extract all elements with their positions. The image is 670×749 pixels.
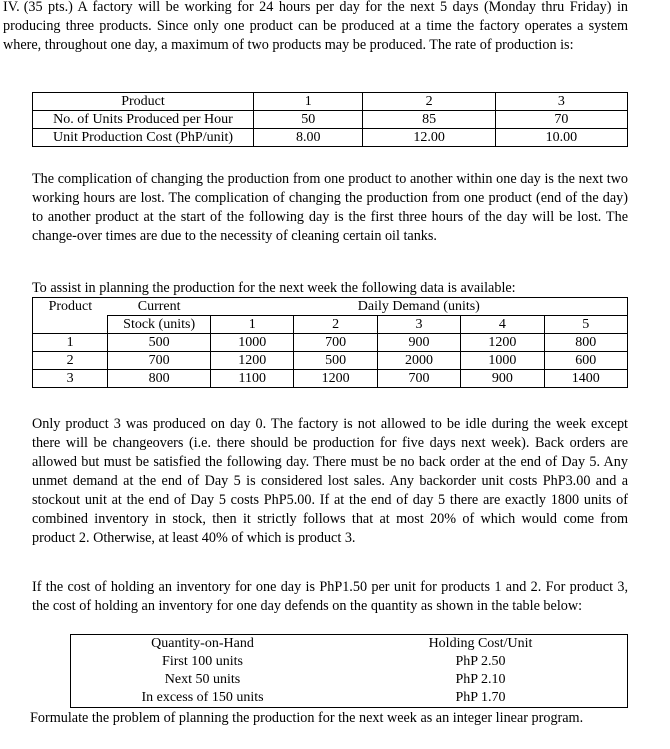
- production-rate-label: No. of Units Produced per Hour: [33, 111, 254, 129]
- demand-col-daily: Daily Demand (units): [211, 298, 628, 316]
- holding-paragraph: If the cost of holding an inventory for one day is PhP1.50 per unit for products 1 and 2. For product 3, the cost of holding an inventory for one day defends on the quantity as shown in the table below:: [32, 579, 628, 614]
- demand-value: 700: [294, 334, 377, 352]
- demand-value: 600: [544, 352, 627, 370]
- holding-row: [71, 671, 628, 689]
- demand-day-label: 4: [461, 316, 544, 334]
- holding-cost: PhP 1.70: [334, 689, 628, 708]
- production-rate-value: 50: [254, 111, 363, 129]
- production-rate-value: 85: [363, 111, 495, 129]
- demand-row-product-2: [33, 352, 628, 370]
- demand-value: 1200: [294, 370, 377, 388]
- holding-header-row: [71, 635, 628, 654]
- production-header-row: [33, 93, 628, 111]
- demand-stock: 500: [108, 334, 211, 352]
- production-rate-row: [33, 111, 628, 129]
- holding-row: [71, 653, 628, 671]
- production-header-label: Product: [33, 93, 254, 111]
- holding-cost: PhP 2.10: [334, 671, 628, 689]
- production-cost-label: Unit Production Cost (PhP/unit): [33, 129, 254, 147]
- holding-cost-table: [70, 634, 628, 708]
- demand-product-id: 1: [33, 334, 108, 352]
- demand-blank-cell: [33, 316, 108, 334]
- rules-paragraph: Only product 3 was produced on day 0. The factory is not allowed to be idle during the week except there will be changeovers (i.e. there should be production for five days next week). Back orders are allowed but must be satisfied the following day. There must be no back order at the end of Day 5. Any unmet demand at the end of Day 5 is considered lost sales. Any backorder unit costs PhP3.00 and a stockout unit at the end of Day 5 costs PhP5.00. If at the end of day 5 there are exactly 1800 units of combined inventory in stock, then it strictly follows that at most 20% of which would come from product 2. Otherwise, at least 40% of which is product 3.: [32, 416, 628, 546]
- demand-value: 1000: [211, 334, 294, 352]
- holding-header-cost: Holding Cost/Unit: [334, 635, 628, 654]
- intro-text: (35 pts.) A factory will be working for 24 hours per day for the next 5 days (Monday thru Friday) in producing three products. Since only one product can be produced at a time the factory operates a system where, throughout one day, a maximum of two products may be produced. The rate of production is:: [3, 0, 628, 53]
- demand-value: 800: [544, 334, 627, 352]
- demand-value: 1200: [461, 334, 544, 352]
- production-header-product-1: 1: [254, 93, 363, 111]
- production-cost-value: 8.00: [254, 129, 363, 147]
- production-cost-row: [33, 129, 628, 147]
- demand-day-label: 3: [377, 316, 460, 334]
- demand-value: 1000: [461, 352, 544, 370]
- demand-value: 1400: [544, 370, 627, 388]
- demand-product-id: 2: [33, 352, 108, 370]
- holding-qty: First 100 units: [71, 653, 335, 671]
- changeover-paragraph: The complication of changing the production from one product to another within one day is the next two working hours are lost. The complication of changing the production from one product (end of the day) to another product at the start of the following day is the first three hours of the day will be lost. The change-over times are due to the necessity of cleaning certain oil tanks.: [32, 171, 628, 244]
- holding-header-qty: Quantity-on-Hand: [71, 635, 335, 654]
- demand-stock: 700: [108, 352, 211, 370]
- production-cost-value: 12.00: [363, 129, 495, 147]
- demand-value: 900: [461, 370, 544, 388]
- holding-cost: PhP 2.50: [334, 653, 628, 671]
- problem-intro: [3, 0, 628, 55]
- demand-product-id: 3: [33, 370, 108, 388]
- demand-value: 1200: [211, 352, 294, 370]
- demand-value: 1100: [211, 370, 294, 388]
- demand-value: 700: [377, 370, 460, 388]
- demand-header-row: [33, 298, 628, 316]
- demand-col-stock: Stock (units): [108, 316, 211, 334]
- demand-value: 2000: [377, 352, 460, 370]
- demand-value: 900: [377, 334, 460, 352]
- demand-day-label: 2: [294, 316, 377, 334]
- demand-table: [32, 297, 628, 388]
- holding-qty: Next 50 units: [71, 671, 335, 689]
- holding-row: [71, 689, 628, 708]
- production-header-product-2: 2: [363, 93, 495, 111]
- production-rate-value: 70: [495, 111, 627, 129]
- holding-qty: In excess of 150 units: [71, 689, 335, 708]
- demand-value: 500: [294, 352, 377, 370]
- problem-number: IV.: [3, 0, 20, 15]
- production-header-product-3: 3: [495, 93, 627, 111]
- demand-day-label: 5: [544, 316, 627, 334]
- demand-day-label: 1: [211, 316, 294, 334]
- demand-intro: To assist in planning the production for the next week the following data is available:: [32, 280, 516, 296]
- demand-days-row: [33, 316, 628, 334]
- production-cost-value: 10.00: [495, 129, 627, 147]
- final-instruction: Formulate the problem of planning the production for the next week as an integer linear program.: [30, 710, 584, 726]
- production-rate-table: [32, 92, 628, 147]
- demand-stock: 800: [108, 370, 211, 388]
- demand-row-product-1: [33, 334, 628, 352]
- demand-col-product: Product: [33, 298, 108, 316]
- demand-col-current: Current: [108, 298, 211, 316]
- demand-row-product-3: [33, 370, 628, 388]
